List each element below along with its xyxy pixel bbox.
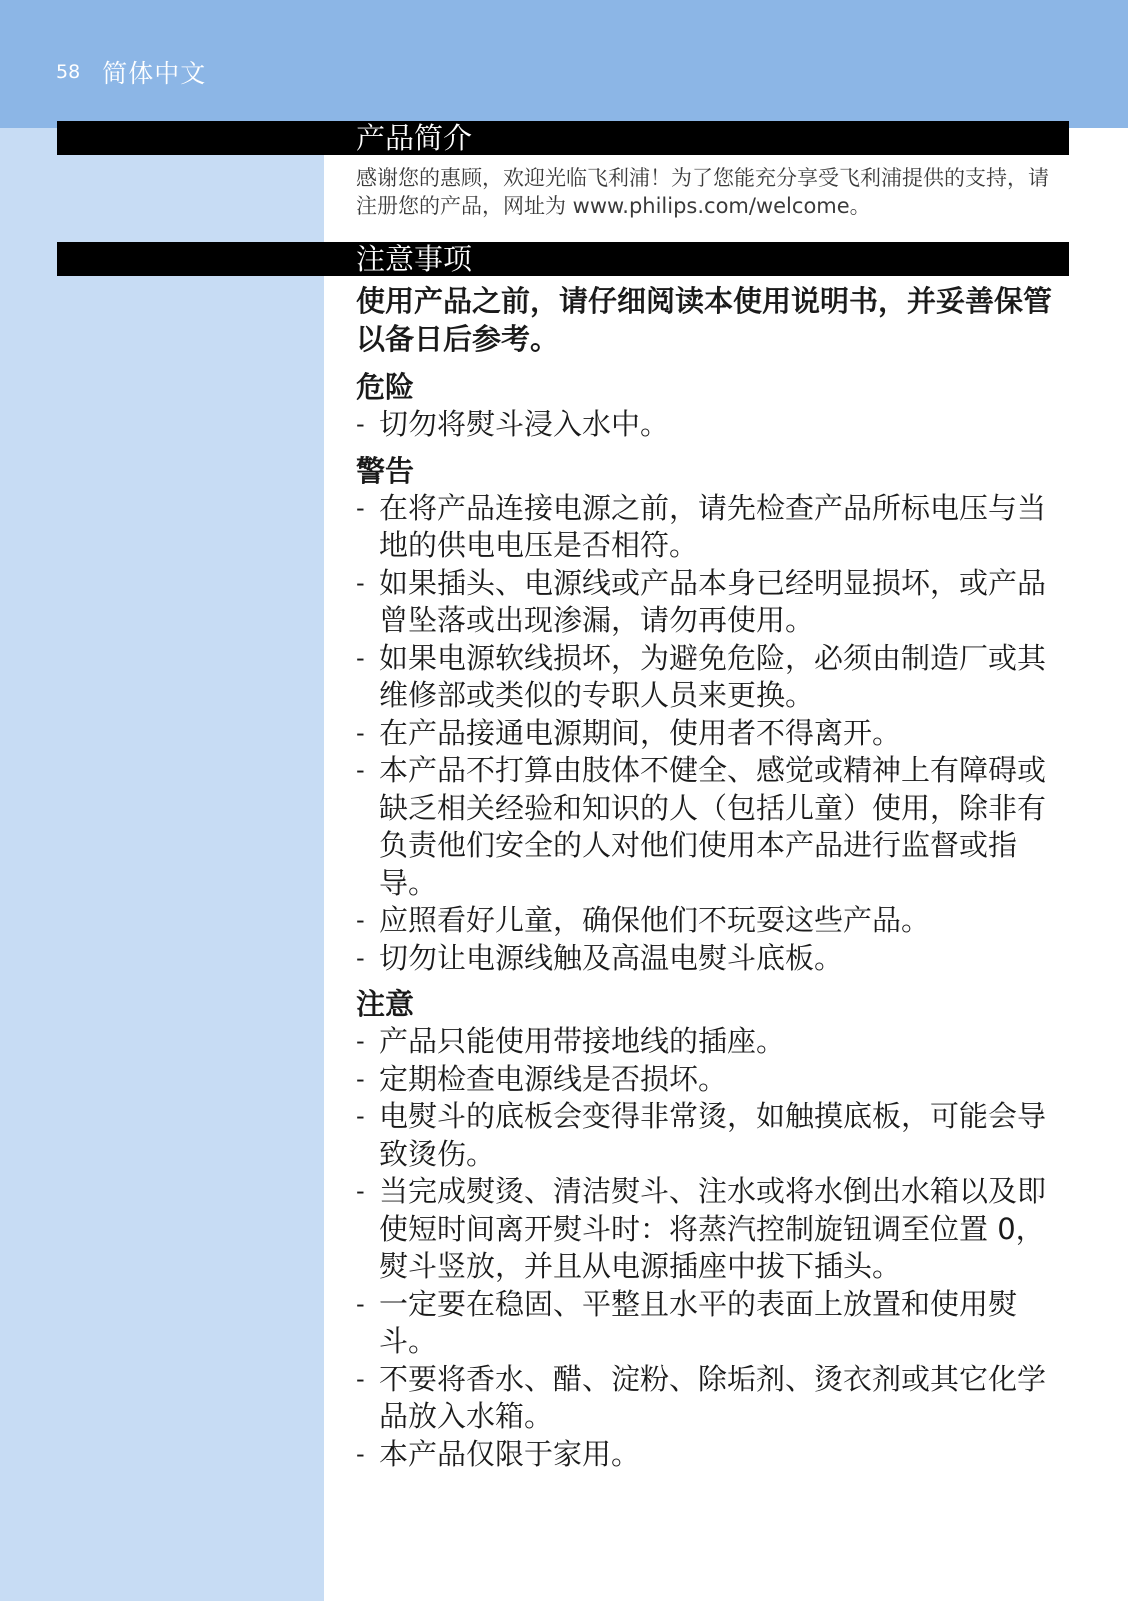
section-title-introduction: 产品简介 <box>356 121 473 155</box>
section-bar-important <box>57 242 1069 276</box>
left-margin-band <box>0 128 324 1601</box>
list-item: - 不要将香水、醋、淀粉、除垢剂、烫衣剂或其它化学品放入水箱。 <box>356 1361 1066 1436</box>
danger-list <box>356 406 1066 444</box>
caution-list <box>356 1023 1066 1473</box>
list-item: - 如果插头、电源线或产品本身已经明显损坏，或产品曾坠落或出现渗漏，请勿再使用。 <box>356 565 1066 640</box>
warning-list <box>356 490 1066 978</box>
page-number: 58 <box>56 61 81 83</box>
language-label: 简体中文 <box>102 59 207 88</box>
list-item: - 切勿让电源线触及高温电熨斗底板。 <box>356 940 1066 978</box>
list-item: - 在产品接通电源期间，使用者不得离开。 <box>356 715 1066 753</box>
danger-heading: 危险 <box>356 370 415 404</box>
list-item: - 产品只能使用带接地线的插座。 <box>356 1023 1066 1061</box>
list-item: - 切勿将熨斗浸入水中。 <box>356 406 1066 444</box>
list-item: - 当完成熨烫、清洁熨斗、注水或将水倒出水箱以及即使短时间离开熨斗时：将蒸汽控制旋钮调至位置 0，熨斗竖放，并且从电源插座中拔下插头。 <box>356 1173 1066 1286</box>
list-item: - 本产品仅限于家用。 <box>356 1436 1066 1474</box>
warning-heading: 警告 <box>356 453 415 488</box>
page-header <box>56 54 206 90</box>
list-item: - 在将产品连接电源之前，请先检查产品所标电压与当地的供电电压是否相符。 <box>356 490 1066 565</box>
important-lead: 使用产品之前，请仔细阅读本使用说明书，并妥善保管以备日后参考。 <box>356 284 1053 356</box>
list-item: - 一定要在稳固、平整且水平的表面上放置和使用熨斗。 <box>356 1286 1066 1361</box>
list-item: - 本产品不打算由肢体不健全、感觉或精神上有障碍或缺乏相关经验和知识的人（包括儿童）使用，除非有负责他们安全的人对他们使用本产品进行监督或指导。 <box>356 752 1066 902</box>
introduction-text: 感谢您的惠顾，欢迎光临飞利浦！为了您能充分享受飞利浦提供的支持，请注册您的产品，网址为 www.philips.com/welcome。 <box>356 166 1049 218</box>
caution-heading: 注意 <box>356 987 415 1021</box>
section-title-important: 注意事项 <box>356 242 473 276</box>
list-item: - 电熨斗的底板会变得非常烫，如触摸底板，可能会导致烫伤。 <box>356 1098 1066 1173</box>
section-bar-introduction <box>57 121 1069 155</box>
important-section <box>356 282 1066 1481</box>
list-item: - 定期检查电源线是否损坏。 <box>356 1061 1066 1099</box>
list-item: - 如果电源软线损坏，为避免危险，必须由制造厂或其维修部或类似的专职人员来更换。 <box>356 640 1066 715</box>
list-item: - 应照看好儿童，确保他们不玩耍这些产品。 <box>356 902 1066 940</box>
